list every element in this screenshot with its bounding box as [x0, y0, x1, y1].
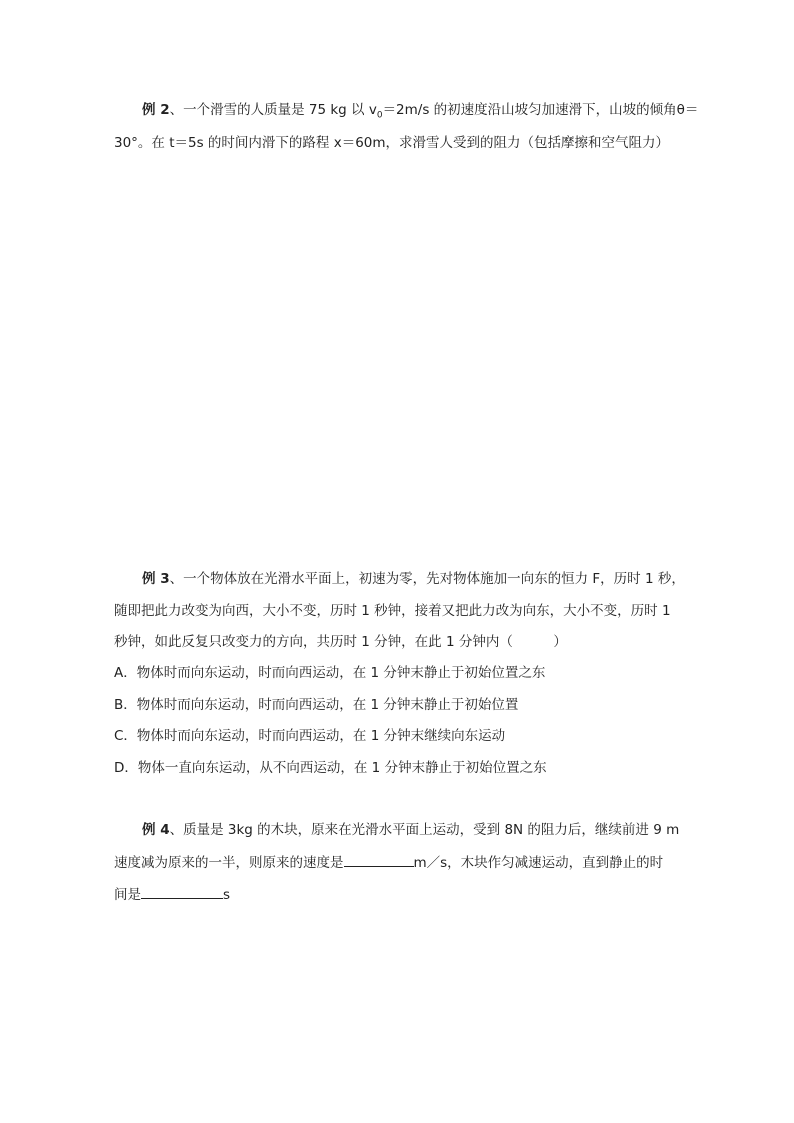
example-2-label: 例 2	[142, 102, 170, 118]
example-4-text-3a: 间是	[114, 887, 141, 903]
example-4-text-2b: m／s，木块作匀减速运动，直到静止的时	[413, 855, 664, 871]
example-4-text-3b: s	[223, 887, 231, 903]
example-2-line-1	[142, 100, 698, 126]
example-2-text-1a: 、一个滑雪的人质量是 75 kg 以 v	[169, 102, 377, 118]
answer-blank-velocity[interactable]	[344, 852, 414, 867]
example-3-option-d: D．物体一直向东运动，从不向西运动，在 1 分钟末静止于初始位置之东	[114, 760, 547, 776]
example-4-label: 例 4	[142, 822, 170, 838]
example-3-text-1: 、一个物体放在光滑水平面上，初速为零，先对物体施加一向东的恒力 F，历时 1 秒，	[169, 571, 685, 587]
answer-blank-time[interactable]	[141, 884, 223, 899]
example-3-option-a: A．物体时而向东运动，时而向西运动，在 1 分钟末静止于初始位置之东	[114, 665, 546, 681]
example-4-text-2a: 速度减为原来的一半，则原来的速度是	[114, 855, 344, 871]
example-3-label: 例 3	[142, 571, 170, 587]
example-2-line-2: 30°。在 t＝5s 的时间内滑下的路程 x＝60m，求滑雪人受到的阻力（包括摩擦和空气阻力）	[114, 135, 670, 151]
example-4-text-1: 、质量是 3kg 的木块，原来在光滑水平面上运动，受到 8N 的阻力后，继续前进 9 m	[169, 822, 680, 838]
example-3-option-c: C．物体时而向东运动，时而向西运动，在 1 分钟末继续向东运动	[114, 728, 506, 744]
example-3-option-b: B．物体时而向东运动，时而向西运动，在 1 分钟末静止于初始位置	[114, 697, 519, 713]
example-4-line-1	[142, 820, 679, 840]
example-4-line-3	[114, 884, 230, 905]
example-3-line-2: 随即把此力改变为向西，大小不变，历时 1 秒钟，接着又把此力改为向东，大小不变，历时 1	[114, 603, 671, 619]
example-3-line-1	[142, 569, 685, 589]
example-2-text-1b: ＝2m/s 的初速度沿山坡匀加速滑下，山坡的倾角θ＝	[382, 102, 699, 118]
example-4-line-2	[114, 852, 663, 873]
example-3-line-3: 秒钟，如此反复只改变力的方向，共历时 1 分钟，在此 1 分钟内（ ）	[114, 634, 567, 650]
example-2-subscript: 0	[376, 110, 383, 121]
